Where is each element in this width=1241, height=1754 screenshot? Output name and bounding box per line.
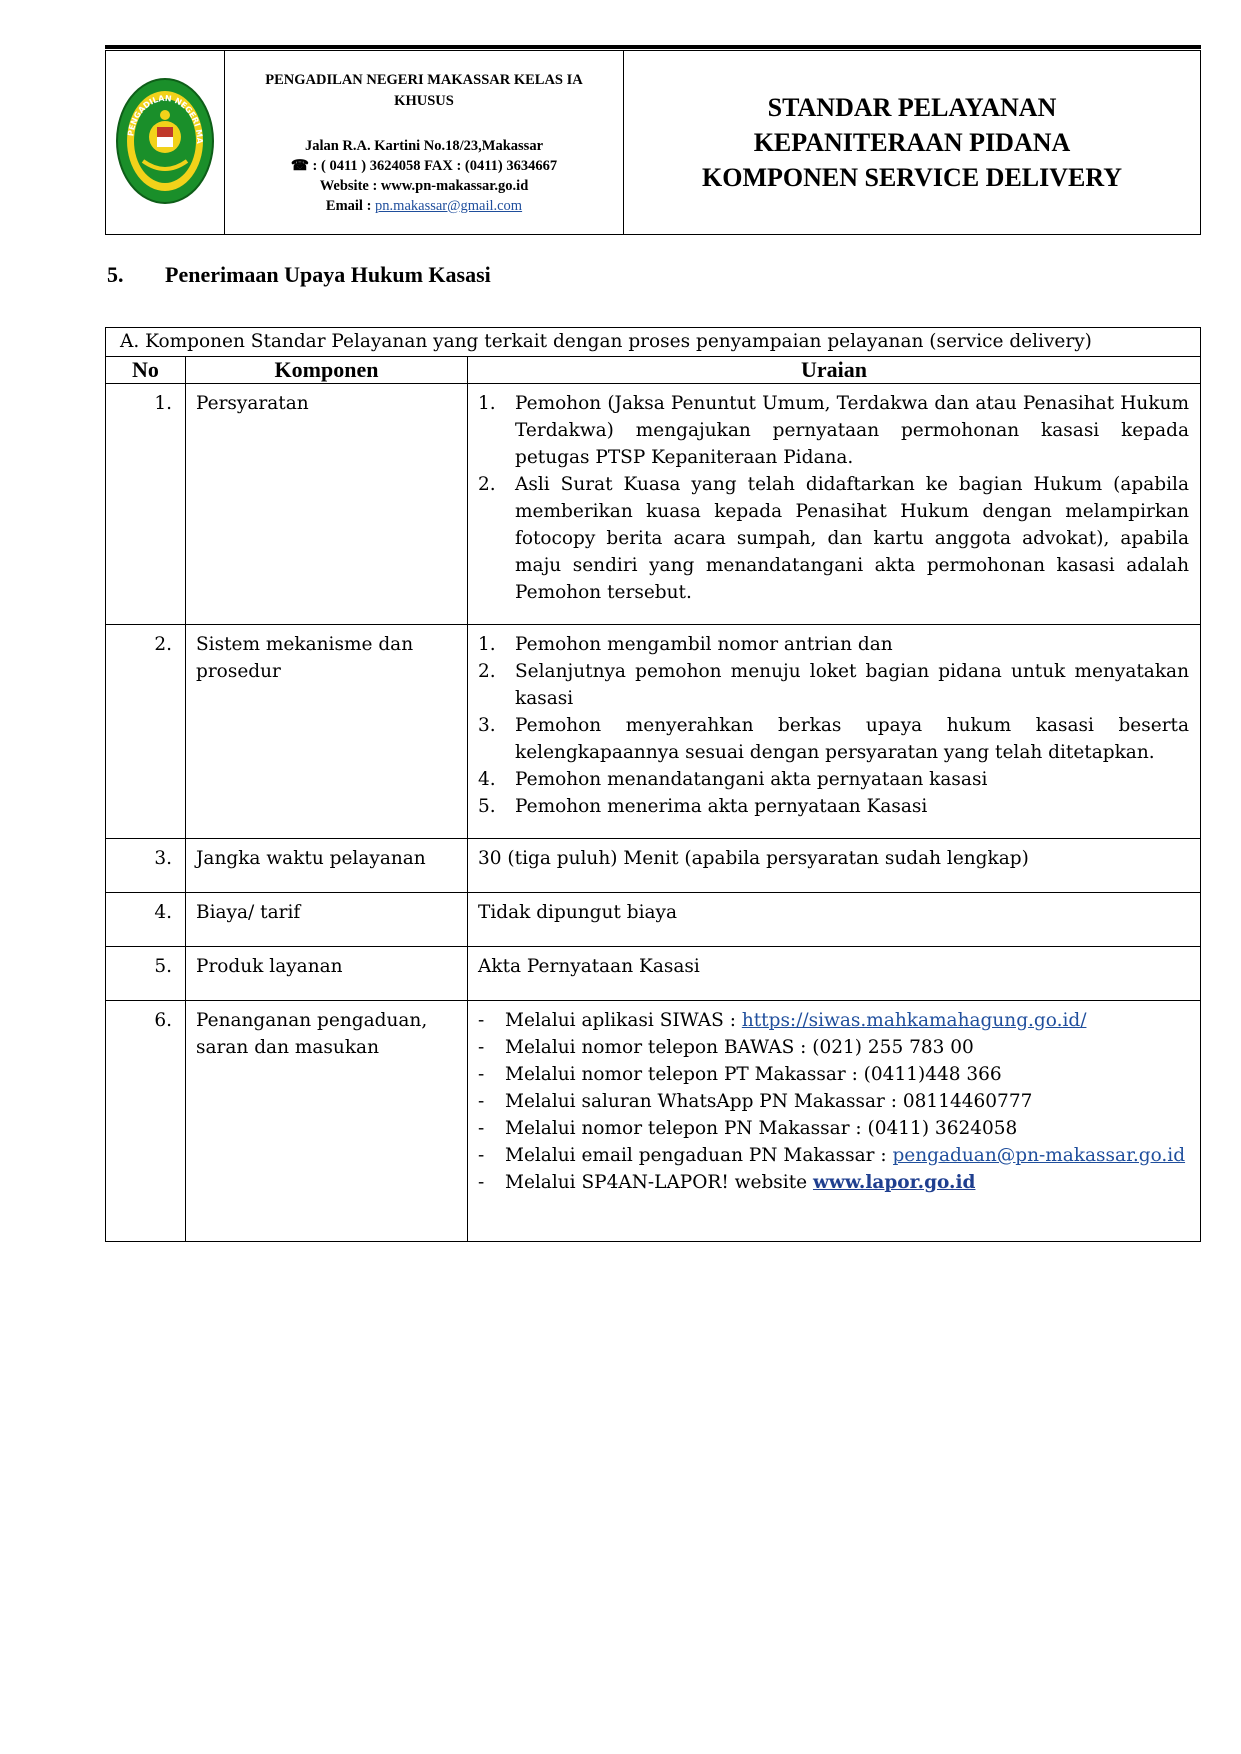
row-number: 1. (106, 384, 186, 625)
section-number: 5. (107, 262, 124, 287)
phone-line: ☎ : ( 0411 ) 3624058 FAX : (0411) 3634667 (290, 157, 558, 174)
court-name: PENGADILAN NEGERI MAKASSAR KELAS IA KHUSUS (265, 71, 583, 109)
title-line-2: KEPANITERAAN PIDANA (753, 128, 1071, 157)
list-item: 2. Asli Surat Kuasa yang telah didaftarkan ke bagian Hukum (apabila memberikan kuasa kepada Penasihat Hukum dengan melampirkan fotocopy berita acara sumpah, dan kartu anggota advokat), apabila maju sendiri yang menandatangani akta permohonan kasasi adalah Pemohon tersebut. (478, 474, 1189, 603)
email-line: Email : pn.makassar@gmail.com (325, 197, 523, 214)
row-uraian: 30 (tiga puluh) Menit (apabila persyaratan sudah lengkap) (468, 839, 1201, 893)
row-uraian (468, 625, 1201, 839)
row-number: 3. (106, 839, 186, 893)
court-address: Jalan R.A. Kartini No.18/23,Makassar (304, 137, 544, 154)
row-komponen: Biaya/ tarif (186, 893, 468, 947)
address-block (225, 51, 624, 235)
section-title: Penerimaan Upaya Hukum Kasasi (165, 262, 491, 287)
row-komponen: Penanganan pengaduan, saran dan masukan (186, 1001, 468, 1242)
table-row (106, 947, 1201, 1001)
list-item: - Melalui saluran WhatsApp PN Makassar : 08114460777 (478, 1091, 1033, 1112)
row-number: 5. (106, 947, 186, 1001)
title-line-1: STANDAR PELAYANAN (767, 93, 1057, 122)
table-row (106, 1001, 1201, 1242)
phone-icon: ☎ (290, 157, 309, 174)
email-link[interactable]: pn.makassar@gmail.com (375, 197, 523, 214)
title-line-3: KOMPONEN SERVICE DELIVERY (702, 163, 1122, 192)
table-row (106, 839, 1201, 893)
row-number: 6. (106, 1001, 186, 1242)
document-title (624, 51, 1201, 235)
list-item: 4. Pemohon menandatangani akta pernyataan kasasi (478, 769, 988, 790)
row-uraian (468, 1001, 1201, 1242)
list-item: - Melalui email pengaduan PN Makassar : pengaduan@pn-makassar.go.id (478, 1145, 1186, 1166)
table-row (106, 384, 1201, 625)
complaint-email-link[interactable]: pengaduan@pn-makassar.go.id (892, 1145, 1186, 1166)
header-uraian: Uraian (468, 357, 1201, 384)
list-item: 2. Selanjutnya pemohon menuju loket bagian pidana untuk menyatakan kasasi (478, 661, 1189, 709)
row-komponen: Sistem mekanisme dan prosedur (186, 625, 468, 839)
row-uraian: Tidak dipungut biaya (468, 893, 1201, 947)
row-komponen: Jangka waktu pelayanan (186, 839, 468, 893)
table-row (106, 893, 1201, 947)
row-komponen: Persyaratan (186, 384, 468, 625)
header-no: No (106, 357, 186, 384)
list-item: - Melalui nomor telepon BAWAS : (021) 255 783 00 (478, 1037, 974, 1058)
list-item: - Melalui nomor telepon PT Makassar : (0411)448 366 (478, 1064, 1002, 1085)
court-logo (115, 77, 215, 205)
list-item: 1. Pemohon mengambil nomor antrian dan (478, 634, 893, 655)
lapor-link[interactable]: www.lapor.go.id (812, 1172, 976, 1193)
row-komponen: Produk layanan (186, 947, 468, 1001)
website-line: Website : www.pn-makassar.go.id (319, 177, 529, 194)
list-item: - Melalui nomor telepon PN Makassar : (0411) 3624058 (478, 1118, 1018, 1139)
list-item: 3. Pemohon menyerahkan berkas upaya hukum kasasi beserta kelengkapaannya sesuai dengan persyaratan yang telah ditetapkan. (478, 715, 1189, 763)
table-caption: A. Komponen Standar Pelayanan yang terkait dengan proses penyampaian pelayanan (service delivery) (106, 328, 1201, 357)
svg-text:PENGADILAN NEGERI MAKASSAR: PENGADILAN NEGERI MA (126, 93, 205, 144)
siwas-link[interactable]: https://siwas.mahkamahagung.go.id/ (741, 1010, 1087, 1031)
letterhead (105, 50, 1201, 235)
list-item: - Melalui SP4AN-LAPOR! website www.lapor.go.id (478, 1172, 976, 1193)
header-top-rule (105, 45, 1201, 49)
logo-cell (106, 51, 225, 235)
list-item: - Melalui aplikasi SIWAS : https://siwas.mahkamahagung.go.id/ (478, 1010, 1087, 1031)
service-standard-table (105, 327, 1201, 1242)
list-item: 1. Pemohon (Jaksa Penuntut Umum, Terdakwa dan atau Penasihat Hukum Terdakwa) mengajukan pernyataan permohonan kasasi kepada petugas PTSP Kepaniteraan Pidana. (478, 393, 1189, 468)
row-number: 4. (106, 893, 186, 947)
list-item: 5. Pemohon menerima akta pernyataan Kasasi (478, 796, 928, 817)
header-komponen: Komponen (186, 357, 468, 384)
table-row (106, 625, 1201, 839)
row-uraian (468, 384, 1201, 625)
section-heading (107, 262, 491, 288)
row-number: 2. (106, 625, 186, 839)
row-uraian: Akta Pernyataan Kasasi (468, 947, 1201, 1001)
